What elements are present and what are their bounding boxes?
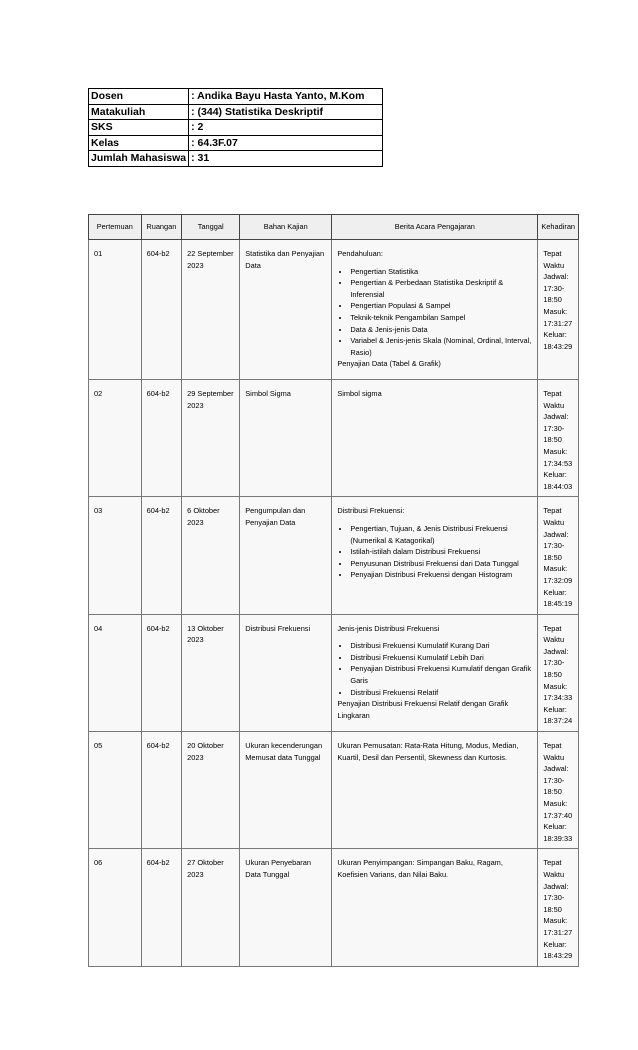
date: 27 Oktober 2023 bbox=[182, 849, 240, 966]
topic: Pengumpulan dan Penyajian Data bbox=[240, 497, 332, 614]
report bbox=[332, 849, 538, 966]
topic: Statistika dan Penyajian Data bbox=[240, 240, 332, 380]
header-meeting: Pertemuan bbox=[89, 215, 142, 240]
meeting-number: 04 bbox=[89, 614, 142, 731]
info-value: : Andika Bayu Hasta Yanto, M.Kom bbox=[189, 89, 383, 105]
room: 604-b2 bbox=[141, 240, 182, 380]
report-item: • Teknik-teknik Pengambilan Sampel bbox=[350, 312, 532, 324]
attendance-table bbox=[88, 214, 579, 967]
date: 6 Oktober 2023 bbox=[182, 497, 240, 614]
table-header-row bbox=[89, 215, 579, 240]
report bbox=[332, 380, 538, 497]
info-label: Dosen bbox=[89, 89, 189, 105]
date: 13 Oktober 2023 bbox=[182, 614, 240, 731]
report-item: • Distribusi Frekuensi Relatif bbox=[350, 687, 532, 699]
room: 604-b2 bbox=[141, 614, 182, 731]
table-row bbox=[89, 614, 579, 731]
table-row bbox=[89, 497, 579, 614]
report-item: • Penyusunan Distribusi Frekuensi dari Data Tunggal bbox=[350, 558, 532, 570]
meeting-number: 05 bbox=[89, 732, 142, 849]
info-row bbox=[89, 151, 383, 167]
room: 604-b2 bbox=[141, 849, 182, 966]
table-row bbox=[89, 240, 579, 380]
attendance: Tepat Waktu Jadwal: 17:30-18:50 Masuk: 17:32:09 Keluar: 18:45:19 bbox=[538, 497, 579, 614]
header-report: Berita Acara Pengajaran bbox=[332, 215, 538, 240]
info-label: Matakuliah bbox=[89, 104, 189, 120]
info-label: SKS bbox=[89, 120, 189, 136]
report-intro: Jenis-jenis Distribusi Frekuensi bbox=[337, 623, 440, 633]
course-info-table bbox=[88, 88, 383, 167]
info-value: : 31 bbox=[189, 151, 383, 167]
table-row bbox=[89, 732, 579, 849]
attendance: Tepat Waktu Jadwal: 17:30-18:50 Masuk: 17:31:27 Keluar: 18:43:29 bbox=[538, 849, 579, 966]
attendance: Tepat Waktu Jadwal: 17:30-18:50 Masuk: 17:37:40 Keluar: 18:39:33 bbox=[538, 732, 579, 849]
info-row bbox=[89, 135, 383, 151]
report-item: • Distribusi Frekuensi Kumulatif Lebih Dari bbox=[350, 652, 532, 664]
header-room: Ruangan bbox=[141, 215, 182, 240]
date: 20 Oktober 2023 bbox=[182, 732, 240, 849]
report-outro: Penyajian Distribusi Frekuensi Relatif dengan Grafik Lingkaran bbox=[337, 699, 509, 720]
topic: Distribusi Frekuensi bbox=[240, 614, 332, 731]
header-topic: Bahan Kajian bbox=[240, 215, 332, 240]
meeting-number: 03 bbox=[89, 497, 142, 614]
room: 604-b2 bbox=[141, 380, 182, 497]
date: 29 September 2023 bbox=[182, 380, 240, 497]
table-row bbox=[89, 380, 579, 497]
date: 22 September 2023 bbox=[182, 240, 240, 380]
header-date: Tanggal bbox=[182, 215, 240, 240]
report-intro: Pendahuluan: bbox=[337, 249, 383, 258]
report bbox=[332, 732, 538, 849]
report-list bbox=[337, 266, 532, 359]
room: 604-b2 bbox=[141, 732, 182, 849]
report-list bbox=[337, 523, 532, 581]
report-item: • Variabel & Jenis-jenis Skala (Nominal, Ordinal, Interval, Rasio) bbox=[350, 335, 532, 358]
info-label: Jumlah Mahasiswa bbox=[89, 151, 189, 167]
topic: Ukuran kecenderungan Memusat data Tunggal bbox=[240, 732, 332, 849]
report-item: • Distribusi Frekuensi Kumulatif Kurang Dari bbox=[350, 640, 532, 652]
header-attendance: Kehadiran bbox=[538, 215, 579, 240]
report-item: • Pengertian Statistika bbox=[350, 266, 532, 278]
info-row bbox=[89, 120, 383, 136]
report-outro: Penyajian Data (Tabel & Grafik) bbox=[337, 359, 441, 369]
report-intro: Ukuran Penyimpangan: Simpangan Baku, Ragam, Koefisien Varians, dan Nilai Baku. bbox=[337, 858, 503, 879]
topic: Ukuran Penyebaran Data Tunggal bbox=[240, 849, 332, 966]
report-list bbox=[337, 640, 532, 698]
topic: Simbol Sigma bbox=[240, 380, 332, 497]
info-value: : (344) Statistika Deskriptif bbox=[189, 104, 383, 120]
room: 604-b2 bbox=[141, 497, 182, 614]
table-row bbox=[89, 849, 579, 966]
meeting-number: 02 bbox=[89, 380, 142, 497]
report-intro: Ukuran Pemusatan: Rata-Rata Hitung, Modus, Median, Kuartil, Desil dan Persentil, Skewness dan Kurtosis. bbox=[337, 741, 519, 762]
report-item: • Penyajian Distribusi Frekuensi Kumulatif dengan Grafik Garis bbox=[350, 663, 532, 686]
attendance: Tepat Waktu Jadwal: 17:30-18:50 Masuk: 17:34:53 Keluar: 18:44:03 bbox=[538, 380, 579, 497]
attendance: Tepat Waktu Jadwal: 17:30-18:50 Masuk: 17:34:33 Keluar: 18:37:24 bbox=[538, 614, 579, 731]
info-value: : 2 bbox=[189, 120, 383, 136]
report-item: • Pengertian & Perbedaan Statistika Deskriptif & Inferensial bbox=[350, 277, 532, 300]
report-intro: Simbol sigma bbox=[337, 389, 382, 398]
attendance: Tepat Waktu Jadwal: 17:30-18:50 Masuk: 17:31:27 Keluar: 18:43:29 bbox=[538, 240, 579, 380]
info-value: : 64.3F.07 bbox=[189, 135, 383, 151]
report-intro: Distribusi Frekuensi: bbox=[337, 506, 405, 516]
info-row bbox=[89, 89, 383, 105]
report bbox=[332, 614, 538, 731]
info-row bbox=[89, 104, 383, 120]
meeting-number: 06 bbox=[89, 849, 142, 966]
report-item: • Istilah-istilah dalam Distribusi Frekuensi bbox=[350, 546, 532, 558]
meeting-number: 01 bbox=[89, 240, 142, 380]
report-item: • Pengertian, Tujuan, & Jenis Distribusi Frekuensi (Numerikal & Katagorikal) bbox=[350, 523, 532, 546]
report-item: • Penyajian Distribusi Frekuensi dengan Histogram bbox=[350, 569, 532, 581]
report bbox=[332, 497, 538, 614]
report-item: • Data & Jenis-jenis Data bbox=[350, 324, 532, 336]
report bbox=[332, 240, 538, 380]
report-item: • Pengertian Populasi & Sampel bbox=[350, 300, 532, 312]
info-label: Kelas bbox=[89, 135, 189, 151]
